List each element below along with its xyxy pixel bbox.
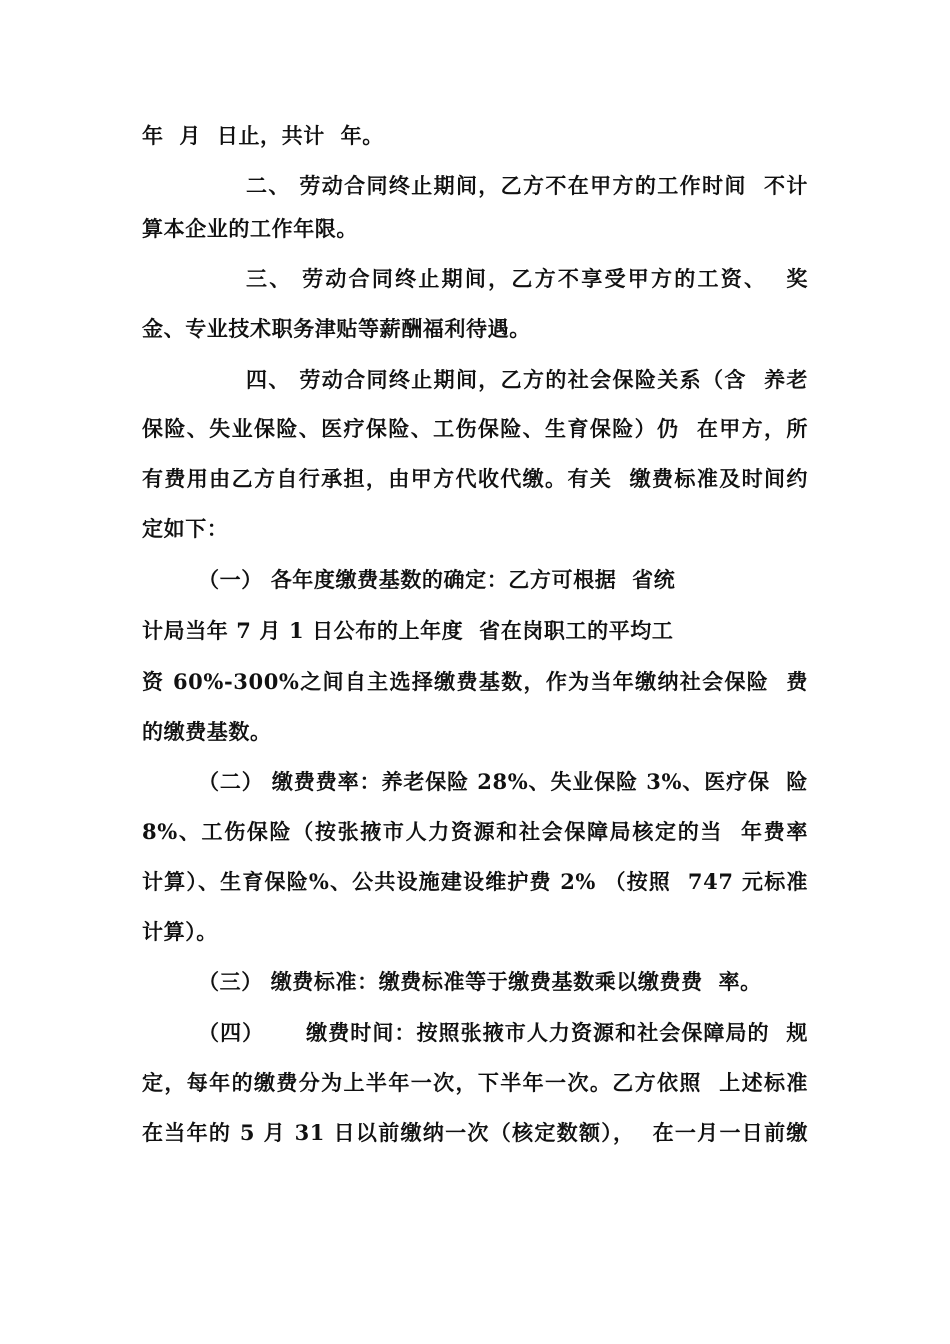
- text-line: 8%、工伤保险（按张掖市人力资源和社会保障局核定的当 年费率: [142, 819, 808, 844]
- text-line: 保险、失业保险、医疗保险、工伤保险、生育保险）仍 在甲方，所: [142, 416, 808, 441]
- text-line: 计局当年 7 月 1 日公布的上年度 省在岗职工的平均工: [142, 618, 674, 643]
- text-line: 金、专业技术职务津贴等薪酬福利待遇。: [142, 316, 531, 341]
- text-line: 二、 劳动合同终止期间，乙方不在甲方的工作时间 不计: [246, 173, 808, 198]
- text-line: 在当年的 5 月 31 日以前缴纳一次（核定数额）， 在一月一日前缴: [142, 1120, 808, 1145]
- text-line: 年 月 日止，共计 年。: [142, 123, 384, 148]
- text-line: 定如下：: [142, 516, 229, 541]
- text-line: 四、 劳动合同终止期间，乙方的社会保险关系（含 养老: [246, 367, 808, 392]
- text-line: 三、 劳动合同终止期间，乙方不享受甲方的工资、 奖: [246, 266, 808, 291]
- text-line: 定，每年的缴费分为上半年一次，下半年一次。乙方依照 上述标准: [142, 1070, 808, 1095]
- text-line: 计算）。: [142, 919, 218, 944]
- text-line: （四） 缴费时间：按照张掖市人力资源和社会保障局的 规: [198, 1020, 808, 1045]
- text-line: （二） 缴费费率：养老保险 28%、失业保险 3%、医疗保 险: [198, 769, 808, 794]
- text-line: 有费用由乙方自行承担，由甲方代收代缴。有关 缴费标准及时间约: [142, 466, 808, 491]
- text-line: 资 60%-300%之间自主选择缴费基数，作为当年缴纳社会保险 费: [142, 669, 808, 694]
- text-line: 的缴费基数。: [142, 719, 272, 744]
- text-line: （一） 各年度缴费基数的确定：乙方可根据 省统: [198, 567, 676, 592]
- text-line: 计算）、生育保险%、公共设施建设维护费 2% （按照 747 元标准: [142, 869, 808, 894]
- text-line: 算本企业的工作年限。: [142, 216, 358, 241]
- text-line: （三） 缴费标准：缴费标准等于缴费基数乘以缴费费 率。: [198, 969, 762, 994]
